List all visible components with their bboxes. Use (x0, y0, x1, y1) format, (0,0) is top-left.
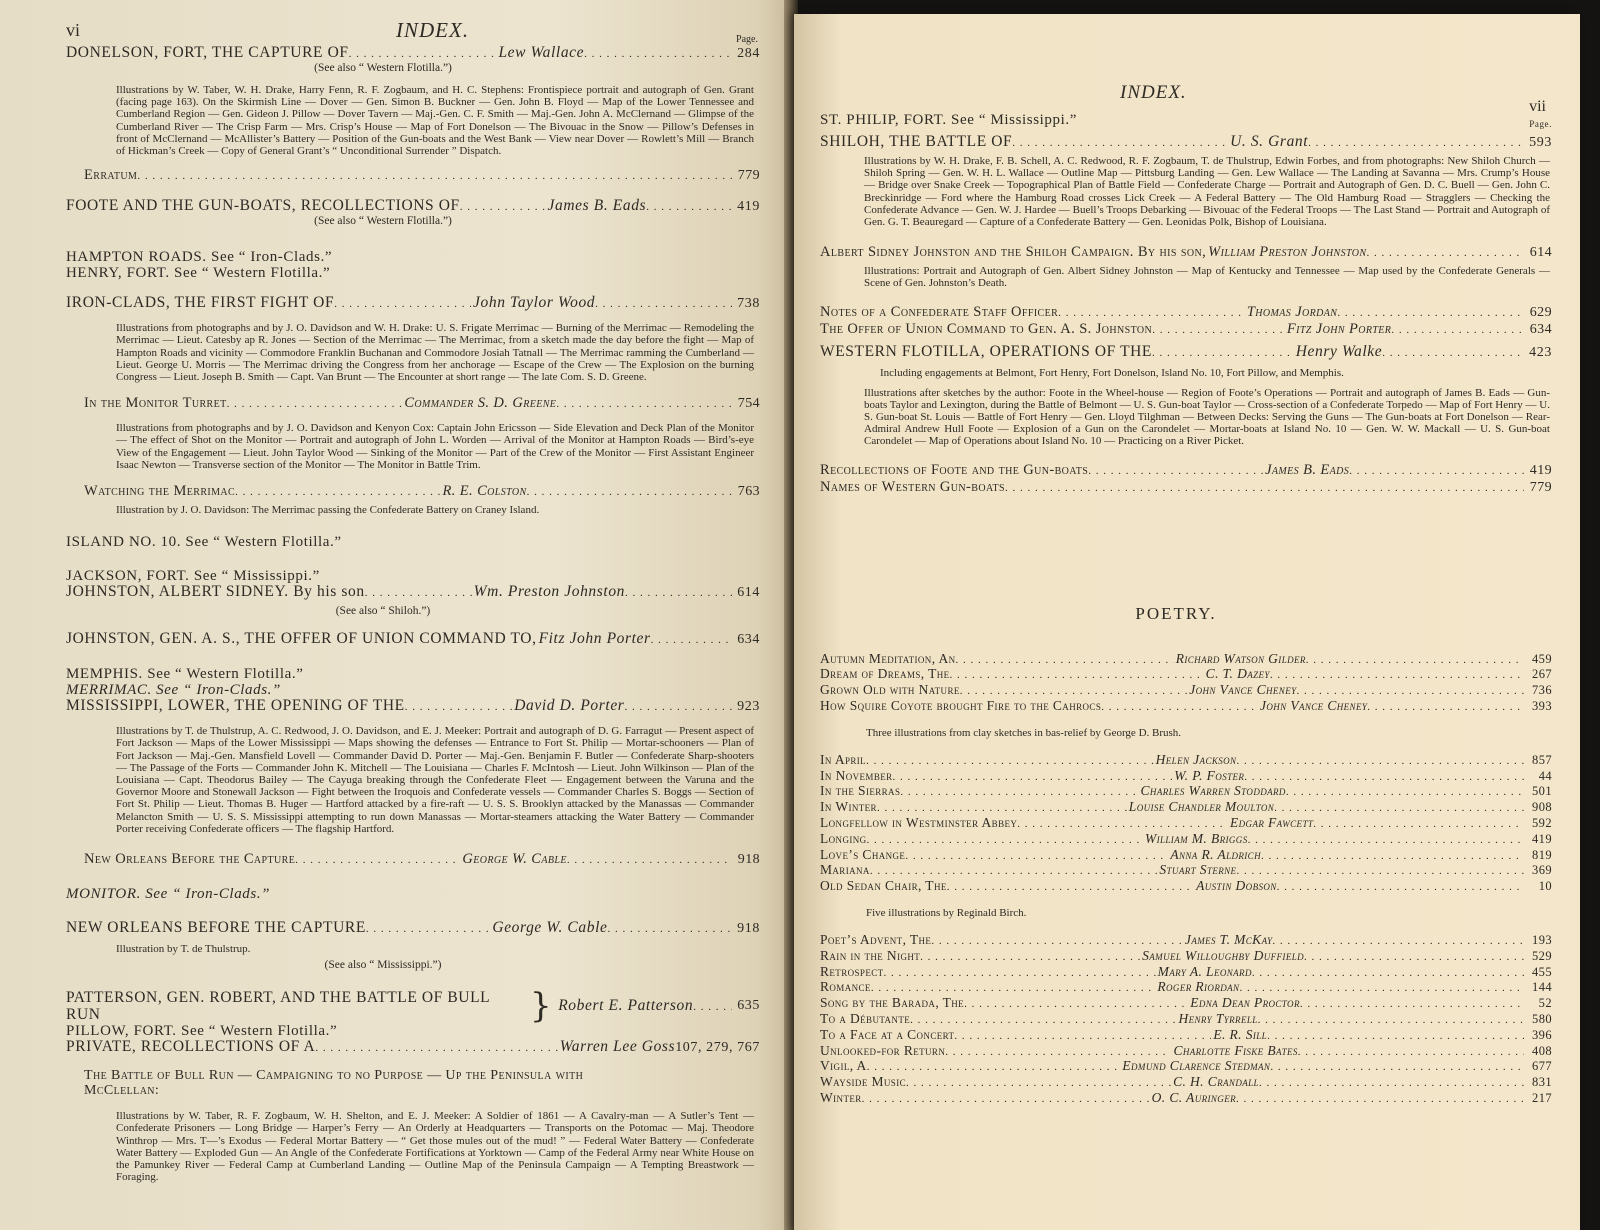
poem-page: 144 (1532, 980, 1552, 995)
poem-title: Mariana (820, 862, 870, 878)
dot-leader (1244, 769, 1524, 785)
dot-leader (1298, 1044, 1524, 1060)
poem-title: In the Sierras (820, 783, 901, 799)
dot-leader (235, 483, 440, 500)
poem-page: 10 (1538, 879, 1552, 894)
dot-leader (1270, 667, 1524, 683)
poem-page: 44 (1538, 768, 1552, 783)
dot-leader (607, 920, 732, 937)
poem-author: Charlotte Fiske Bates (1173, 1042, 1298, 1058)
entry-page: 923 (737, 699, 760, 715)
index-entry (66, 167, 760, 184)
poem-entry (820, 1044, 1552, 1060)
illustration-note: Illustrations by W. H. Drake, F. B. Schell, A. C. Redwood, R. F. Zogbaum, T. de Thulstrup, Edwin Forbes, and from photographs: New Shiloh Church — Shiloh Spring — Gen. W. H. L. Wallace — Outline Map — Pittsburg Landing — Gen. Lew Wallace — The Landing at Savanna — Mrs. Crump’s House — Bridge over Snake Creek — Topographical Plan of Battle Field — Confederate Charge — Portrait and Autograph of Gen. D. C. Buell — Gen. John C. Breckinridge — Ford where the Hamburg Road crosses Lick Creek — A Federal Battery — The Old Hamburg Road — Stragglers — Checking the Confederate Advance — Gen. W. J. Hardee — Buell’s Troops Debarking — Bivouac of the Federal Troops — The Last Stand — Portrait and Autograph of Gen. G. T. Beauregard — Capture of a Confederate Battery — Gen. Leonidas Polk, Bishop of Louisiana. (864, 155, 1550, 229)
poem-page: 52 (1538, 996, 1552, 1011)
entry-author: Wm. Preston Johnston (473, 583, 626, 601)
entry-heading: Recollections of Foote and the Gun-boats (820, 461, 1089, 478)
poem-title: Retrospect (820, 963, 884, 979)
poem-author: Edmund Clarence Stedman (1122, 1058, 1271, 1074)
poem-page: 677 (1532, 1059, 1552, 1074)
page-column-label: Page. (1529, 119, 1552, 129)
poem-author: Stuart Sterne (1159, 862, 1237, 878)
poem-page: 501 (1532, 784, 1552, 799)
poem-title: Wayside Music (820, 1074, 906, 1090)
poem-entry (820, 1075, 1552, 1091)
dot-leader (867, 832, 1143, 848)
poem-page: 393 (1532, 699, 1552, 714)
illustration-note: Illustrations from photographs and by J. O. Davidson and W. H. Drake: U. S. Frigate Merrimac — Burning of the Merrimac — Remodeling the Merrimac — Lieut. Catesby ap R. Jones — Section of the Merrimac — The Merrimac, from a sketch made the day before the fight — Map of Hampton Roads and vicinity — Commodore Franklin Buchanan and Commodore Josiah Tatnall — The Merrimac ramming the Cumberland — Lieut. George U. Morris — The Merrimac driving the Congress from her anchorage — Escape of the Crew — The Explosion on the burning Congress — Lieut. Joseph B. Smith — Capt. Van Brunt — The Encounter at short range — The late Com. S. D. Greene. (116, 322, 754, 384)
entry-author: Thomas Jordan (1246, 303, 1338, 320)
right-page-header (820, 82, 1552, 115)
dot-leader (1366, 244, 1524, 261)
entry-heading: In the Monitor Turret (84, 395, 227, 412)
index-entry (820, 479, 1552, 496)
poem-title: Winter (820, 1089, 862, 1105)
dot-leader (1306, 652, 1524, 668)
poem-page: 819 (1532, 847, 1552, 862)
poem-title: Rain in the Night (820, 947, 921, 963)
entry-heading: SHILOH, THE BATTLE OF (820, 133, 1013, 150)
poetry-list (820, 652, 1552, 1107)
poem-author: W. P. Foster (1174, 767, 1245, 783)
entry-author: William Preston Johnston (1208, 244, 1367, 261)
poem-title: Song by the Barada, The (820, 995, 965, 1011)
page-title: INDEX. (1120, 82, 1187, 103)
poem-entry (820, 784, 1552, 800)
poem-page: 831 (1532, 1075, 1552, 1090)
poem-page: 459 (1532, 651, 1552, 666)
poem-author: O. C. Auringer (1151, 1089, 1236, 1105)
poem-author: Austin Dobson (1196, 878, 1277, 894)
entry-page: 634 (737, 632, 760, 648)
poem-page: 193 (1532, 933, 1552, 947)
entry-author: David D. Porter (514, 697, 625, 715)
poem-title: Longfellow in Westminster Abbey (820, 815, 1018, 831)
index-entry (66, 295, 760, 312)
poem-author: Mary A. Leonard (1157, 963, 1252, 979)
illustration-note: Illustrations from photographs and by J. O. Davidson and Kenyon Cox: Captain John Ericsson — Side Elevation and Deck Plan of the Monitor — The effect of Shot on the Monitor — Portrait and autograph of John L. Worden — Arrival of the Monitor at Hampton Roads — Bird’s-eye View of the Engagement — Lieut. John Taylor Wood — Sinking of the Monitor — Part of the Crew of the Monitor — First Assistant Engineer Isaac Newton — Transverse section of the Monitor — The Monitor in Battle Trim. (116, 422, 754, 471)
poem-page: 419 (1532, 831, 1552, 846)
index-entry: PILLOW, FORT. See “ Western Flotilla.” (66, 1023, 338, 1040)
dot-leader (366, 920, 491, 937)
entry-author: George W. Cable (462, 851, 567, 868)
dot-leader (945, 1044, 1171, 1060)
poem-title: Unlooked-for Return (820, 1042, 946, 1058)
entry-author: R. E. Colston (442, 483, 527, 500)
entry-heading: ST. PHILIP, FORT. See “ Mississippi.” (820, 112, 1078, 128)
poem-entry (820, 996, 1552, 1012)
poem-entry (820, 652, 1552, 668)
poem-page: 580 (1532, 1011, 1552, 1026)
index-entry (66, 584, 760, 601)
entry-heading: Notes of a Confederate Staff Officer (820, 303, 1059, 320)
poem-page: 736 (1532, 683, 1552, 698)
illustration-note: Illustrations by W. Taber, W. H. Drake, Harry Fenn, R. F. Zogbaum, and H. C. Stephens: Frontispiece portrait and autograph of Gen. Grant (facing page 163). On the Skirmish Line — Dover — Gen. Simon B. Buckner — Gen. John B. Floyd — Map of the Lower Tennessee and Cumberland Region — Gen. Gideon J. Pillow — Dover Tavern — Maj.-Gen. C. F. Smith — Maj.-Gen. John A. McClernand — Glimpse of the Cumberland River — The Crisp Farm — Mrs. Crisp’s House — Map of Fort Donelson — The Bivouac in the Snow — Pillow’s Defenses in front of McClernand — McAllister’s Battery — Position of the Gun-boats and the West Bank — View near Dover — Rowlett’s Mill — Branch of Hickman’s Creek — Copy of General Grant’s “ Unconditional Surrender ” Dispatch. (116, 84, 754, 158)
entry-heading: Erratum (84, 167, 138, 184)
dot-leader (900, 784, 1138, 800)
dot-leader (906, 1075, 1171, 1091)
dot-leader (625, 584, 732, 601)
illustration-note: Illustrations after sketches by the author: Foote in the Wheel-house — Region of Foote’s Operations — Portrait and autograph of James B. Eads — Gun-boats Taylor and Lexington, during the Battle of Belmont — U. S. Gun-boat Taylor — Cross-section of a Confederate Torpedo — Map of Fort Henry — U. S. Gun-boat St. Louis — Battle of Fort Henry — Gen. Lloyd Tilghman — Between Decks: Serving the Guns — The Gun-boats at Fort Donelson — Rear-Admiral Andrew Hull Foote — Explosion of a Gun on the Carondelet — Mortar-boats at Island No. 10 — Gen. W. W. Mackall — U. S. Gun-boat Carondelet — Map of Operations about Island No. 10 — Practicing on a River Picket. (864, 386, 1550, 448)
poem-author: William M. Briggs (1144, 830, 1248, 846)
poem-entry (820, 1012, 1552, 1028)
entry-page: 635 (737, 998, 760, 1014)
poem-page: 592 (1532, 816, 1552, 831)
poem-author: Richard Watson Gilder (1175, 650, 1306, 666)
dot-leader (954, 1028, 1211, 1044)
dot-leader (1236, 753, 1524, 769)
poem-title: Love’s Change (820, 846, 906, 862)
entry-page: 779 (1529, 479, 1552, 495)
index-entry: JACKSON, FORT. See “ Mississippi.” (66, 568, 320, 585)
entry-heading: The Offer of Union Command to Gen. A. S. Johnston (820, 320, 1153, 337)
index-entry (820, 244, 1552, 261)
dot-leader (556, 395, 732, 412)
dot-leader (947, 879, 1194, 895)
poem-title: In Winter (820, 799, 877, 815)
see-also: (See also “ Western Flotilla.”) (314, 62, 452, 74)
dot-leader (884, 965, 1156, 981)
entry-author: James B. Eads (1265, 461, 1350, 478)
dot-leader (624, 698, 732, 715)
poem-entry (820, 1059, 1552, 1075)
dot-leader (920, 949, 1140, 965)
poem-entry (820, 1028, 1552, 1044)
poem-page: 396 (1532, 1027, 1552, 1042)
dot-leader (1297, 683, 1524, 699)
index-entry (820, 344, 1552, 361)
dot-leader (349, 45, 497, 62)
poem-page: 408 (1532, 1043, 1552, 1058)
poem-title: Romance (820, 979, 871, 995)
dot-leader (1261, 848, 1524, 864)
dot-leader (1005, 479, 1524, 496)
poem-entry (820, 848, 1552, 864)
entry-author: James B. Eads (547, 197, 647, 215)
poem-entry (820, 800, 1552, 816)
poem-entry (820, 832, 1552, 848)
dot-leader (1382, 344, 1524, 361)
dot-leader (1270, 1059, 1524, 1075)
dot-leader (1337, 304, 1524, 321)
dot-leader (1017, 816, 1228, 832)
entry-author: Warren Lee Goss (559, 1038, 676, 1056)
entry-page: 738 (737, 296, 760, 312)
dot-leader (460, 198, 546, 215)
poem-title: Poet’s Advent, The (820, 932, 932, 947)
poem-entry (820, 965, 1552, 981)
dot-leader (1236, 863, 1524, 879)
dot-leader (871, 980, 1156, 996)
dot-leader (870, 863, 1158, 879)
entry-author: Robert E. Patterson (558, 997, 694, 1015)
dot-leader (877, 800, 1127, 816)
index-entry (66, 920, 760, 937)
entry-heading: JOHNSTON, ALBERT SIDNEY. By his son (66, 583, 365, 601)
entry-heading: FOOTE AND THE GUN-BOATS, RECOLLECTIONS OF (66, 197, 460, 215)
poem-page: 217 (1532, 1090, 1552, 1105)
index-entry (66, 1039, 760, 1056)
index-subentry: The Battle of Bull Run — Campaigning to no Purpose — Up the Peninsula with McClellan: (84, 1068, 584, 1099)
index-entry (820, 112, 1552, 128)
illustration-note: Illustration by T. de Thulstrup. (116, 943, 251, 956)
poem-author: C. T. Dazey (1205, 666, 1270, 682)
index-entry: MERRIMAC. See “ Iron-Clads.” (66, 682, 281, 699)
entry-heading: NEW ORLEANS BEFORE THE CAPTURE (66, 919, 366, 937)
index-entry (66, 986, 760, 1027)
dot-leader (693, 998, 732, 1015)
index-entry (66, 698, 760, 715)
index-entry: HENRY, FORT. See “ Western Flotilla.” (66, 265, 331, 282)
dot-leader (334, 295, 471, 312)
dot-leader (1239, 980, 1524, 996)
entry-heading: New Orleans Before the Capture (84, 851, 296, 868)
entry-page: 423 (1529, 344, 1552, 360)
poem-author: John Vance Cheney (1259, 698, 1368, 714)
poem-page: 369 (1532, 863, 1552, 878)
entry-page: 763 (737, 484, 760, 500)
index-entry (66, 395, 760, 412)
entry-author: Henry Walke (1295, 342, 1383, 360)
entry-heading: MISSISSIPPI, LOWER, THE OPENING OF THE (66, 697, 405, 715)
illustration-note: Illustrations: Portrait and Autograph of Gen. Albert Sidney Johnston — Map of Kentucky and Tennessee — Map used by the Confederate Generals — Scene of Gen. Johnston’s Death. (864, 265, 1550, 290)
dot-leader (1391, 321, 1524, 338)
poem-entry (820, 667, 1552, 683)
dot-leader (1308, 134, 1524, 151)
index-entry (66, 45, 760, 62)
dot-leader (1152, 344, 1294, 361)
poem-entry (820, 699, 1552, 715)
dot-leader (1236, 1091, 1524, 1107)
dot-leader (950, 667, 1204, 683)
poem-author: Roger Riordan (1157, 979, 1240, 995)
index-entry: MEMPHIS. See “ Western Flotilla.” (66, 666, 304, 683)
poem-page: 857 (1532, 752, 1552, 767)
right-page (794, 14, 1580, 1230)
poetry-illustration-note: Three illustrations from clay sketches in bas-relief by George D. Brush. (866, 726, 1182, 739)
dot-leader (295, 851, 460, 868)
entry-note: Including engagements at Belmont, Fort Henry, Fort Donelson, Island No. 10, Fort Pillow, and Memphis. (880, 366, 1344, 379)
index-entry: MONITOR. See “ Iron-Clads.” (66, 886, 271, 903)
poem-author: Henry Tyrrell (1178, 1010, 1258, 1026)
poem-title: In November (820, 767, 893, 783)
see-also: (See also “ Shiloh.”) (335, 605, 431, 618)
dot-leader (1272, 933, 1524, 949)
index-entry (66, 198, 760, 215)
poem-title: Dream of Dreams, The (820, 666, 950, 682)
dot-leader (866, 753, 1154, 769)
dot-leader (1286, 784, 1524, 800)
dot-leader (1058, 304, 1245, 321)
dot-leader (567, 851, 732, 868)
dot-leader (137, 167, 732, 184)
index-entry (820, 462, 1552, 479)
page-column-label: Page. (736, 34, 758, 45)
entry-page: 754 (737, 396, 760, 412)
dot-leader (867, 1059, 1121, 1075)
poem-entry (820, 1091, 1552, 1107)
illustration-note: Illustrations by T. de Thulstrup, A. C. Redwood, J. O. Davidson, and E. J. Meeker: Portrait and autograph of D. G. Farragut — Present aspect of Fort Jackson — Maps of the Lower Mississippi — Maps showing the defenses — Entrance to Fort St. Philip — Mortar-schooners — Plan of Fort Jackson — Maj.-Gen. Mansfield Lovell — Commander David D. Porter — Maj.-Gen. Benjamin F. Butler — Confederate Sharp-shooters — The Passage of the Forts — Commander John K. Mitchell — The Louisiana — Charles F. McIntosh — Lieut. John Wilkinson — Plan of the Louisiana — Capt. Theodorus Bailey — The Cayuga breaking through the Confederate Fleet — Engagement between the Varuna and the Governor Moore and Stonewall Jackson — Fight between the Iroquois and Confederate vessels — Commander Charles S. Boggs — Section of Fort St. Philip — Lieut. Thomas B. Huger — Hartford attacked by a fire-raft — U. S. S. Brooklyn attacked by the Manassas — Commander Melancton Smith — U. S. S. Mississippi attempting to run down Manassas — Mortar-steamers attacking the Water Battery — Commander Porter receiving Confederate officers — The flagship Hartford. (116, 725, 754, 835)
dot-leader (1313, 816, 1524, 832)
entry-author: John Taylor Wood (473, 294, 596, 312)
dot-leader (1274, 800, 1524, 816)
page-number: vi (66, 20, 81, 40)
entry-page: 629 (1529, 304, 1552, 320)
poem-entry (820, 933, 1552, 949)
dot-leader (365, 584, 472, 601)
dot-leader (1152, 321, 1285, 338)
entry-heading: Watching the Merrimac (84, 483, 236, 500)
dot-leader (956, 652, 1174, 668)
entry-author: Fitz John Porter (538, 630, 651, 648)
dot-leader (1088, 462, 1263, 479)
dot-leader (1258, 1012, 1524, 1028)
entry-heading: JOHNSTON, GEN. A. S., THE OFFER OF UNION COMMAND TO, (66, 630, 537, 648)
poem-author: Edna Dean Proctor (1190, 995, 1300, 1011)
poem-entry (820, 879, 1552, 895)
entry-page: 634 (1529, 321, 1552, 337)
dot-leader (1304, 949, 1524, 965)
dot-leader (905, 848, 1168, 864)
entry-page: 107, 279, 767 (675, 1040, 760, 1056)
dot-leader (964, 996, 1188, 1012)
entry-heading: Albert Sidney Johnston and the Shiloh Campaign. By his son, (820, 244, 1207, 261)
brace-glyph: } (530, 986, 553, 1027)
entry-heading: WESTERN FLOTILLA, OPERATIONS OF THE (820, 342, 1152, 360)
poem-author: Anna R. Aldrich (1170, 846, 1261, 862)
page-number: vii (1529, 98, 1546, 115)
entry-author: Commander S. D. Greene (404, 395, 557, 412)
entry-page: 284 (737, 46, 760, 61)
poem-title: In April (820, 751, 867, 767)
poem-entry (820, 863, 1552, 879)
dot-leader (1367, 699, 1524, 715)
entry-heading: PRIVATE, RECOLLECTIONS OF A (66, 1038, 316, 1056)
dot-leader (1267, 1028, 1524, 1044)
poetry-illustration-note: Five illustrations by Reginald Birch. (866, 907, 1027, 919)
poem-title: Old Sedan Chair, The (820, 878, 947, 894)
see-also: (See also “ Mississippi.”) (324, 959, 442, 972)
poem-author: John Vance Cheney (1189, 682, 1297, 698)
dot-leader (1277, 879, 1524, 895)
poem-title: To a Face at a Concert (820, 1026, 955, 1042)
poem-title: Vigil, A (820, 1058, 867, 1074)
dot-leader (527, 483, 732, 500)
poem-page: 267 (1532, 667, 1552, 682)
poem-entry (820, 753, 1552, 769)
dot-leader (405, 698, 513, 715)
illustration-note: Illustration by J. O. Davidson: The Merrimac passing the Confederate Battery on Craney Island. (116, 504, 540, 517)
index-entry: ISLAND NO. 10. See “ Western Flotilla.” (66, 534, 342, 551)
entry-author: Fitz John Porter (1286, 320, 1392, 337)
poem-title: To a Débutante (820, 1010, 911, 1026)
entry-page: 614 (1529, 245, 1552, 261)
dot-leader (862, 1091, 1150, 1107)
dot-leader (595, 295, 732, 312)
dot-leader (1012, 134, 1228, 151)
entry-heading: PATTERSON, GEN. ROBERT, AND THE BATTLE OF BULL RUN (66, 989, 490, 1024)
entry-page: 614 (737, 585, 760, 601)
entry-author: U. S. Grant (1230, 133, 1309, 150)
dot-leader (931, 933, 1183, 949)
poem-entry (820, 683, 1552, 699)
entry-heading: Names of Western Gun-boats (820, 478, 1005, 495)
entry-page: 918 (737, 852, 760, 868)
entry-page: 419 (1529, 462, 1552, 478)
page-title: INDEX. (396, 18, 470, 42)
dot-leader (960, 683, 1187, 699)
entry-page: 779 (737, 168, 760, 184)
dot-leader (1349, 462, 1524, 479)
dot-leader (1252, 965, 1524, 981)
poem-page: 455 (1532, 964, 1552, 979)
dot-leader (646, 198, 732, 215)
entry-author: Lew Wallace (498, 44, 585, 61)
poem-author: Edgar Fawcett (1230, 815, 1314, 831)
dot-leader (910, 1012, 1176, 1028)
entry-heading: IRON-CLADS, THE FIRST FIGHT OF (66, 294, 335, 312)
poem-title: Longing (820, 830, 867, 846)
see-also: (See also “ Western Flotilla.”) (314, 215, 452, 228)
poem-author: Charles Warren Stoddard (1140, 783, 1286, 799)
entry-author: George W. Cable (492, 919, 608, 937)
poem-entry (820, 769, 1552, 785)
index-entry (820, 321, 1552, 338)
poem-author: James T. McKay (1184, 932, 1273, 947)
index-entry: HAMPTON ROADS. See “ Iron-Clads.” (66, 249, 333, 266)
dot-leader (227, 395, 403, 412)
index-entry (820, 304, 1552, 321)
index-entry (820, 134, 1552, 151)
dot-leader (315, 1039, 557, 1056)
entry-page: 593 (1529, 135, 1552, 150)
poetry-heading: POETRY. (1135, 603, 1217, 623)
poem-page: 908 (1532, 800, 1552, 815)
poem-author: Samuel Willoughby Duffield (1142, 947, 1305, 963)
poem-title: Autumn Meditation, An (820, 650, 956, 666)
dot-leader (1259, 1075, 1524, 1091)
index-entry (66, 483, 760, 500)
poem-author: Louise Chandler Moulton (1128, 799, 1275, 815)
dot-leader (893, 769, 1173, 785)
index-entry (66, 631, 760, 648)
left-page (0, 0, 790, 1230)
dot-leader (651, 631, 732, 648)
illustration-note: Illustrations by W. Taber, R. F. Zogbaum, W. H. Shelton, and E. J. Meeker: A Soldier of 1861 — A Cavalry-man — A Sutler’s Tent — Confederate Prisoners — Long Bridge — Harper’s Ferry — An Orderly at Headquarters — Transports on the Potomac — Maj. Theodore Winthrop — Mrs. T—’s Exodus — Federal Mortar Battery — “ Get those mules out of the mud! ” — Federal Water Battery — Confederate Water Battery — Exploded Gun — An Angle of the Confederate Fortifications at Yorktown — Camp of the Federal Army near White House on the Pamunkey River — Federal Camp at Cumberland Landing — Outline Map of the Peninsula Campaign — A Tempting Breastwork — Foraging. (116, 1110, 754, 1184)
poem-entry (820, 980, 1552, 996)
dot-leader (1101, 699, 1258, 715)
entry-page: 419 (737, 199, 760, 215)
poem-title: Grown Old with Nature (820, 682, 960, 698)
index-entry (66, 851, 760, 868)
poem-author: C. H. Crandall (1173, 1074, 1259, 1090)
poem-author: E. R. Sill (1213, 1026, 1268, 1042)
entry-page: 918 (737, 921, 760, 937)
poem-entry (820, 949, 1552, 965)
poem-page: 529 (1532, 948, 1552, 963)
poem-author: Helen Jackson (1155, 751, 1237, 767)
entry-heading: DONELSON, FORT, THE CAPTURE OF (66, 44, 349, 61)
poem-entry (820, 816, 1552, 832)
dot-leader (584, 45, 732, 62)
left-page-header (66, 14, 760, 42)
dot-leader (1300, 996, 1524, 1012)
dot-leader (1248, 832, 1524, 848)
poem-title: How Squire Coyote brought Fire to the Cahrocs (820, 698, 1102, 714)
